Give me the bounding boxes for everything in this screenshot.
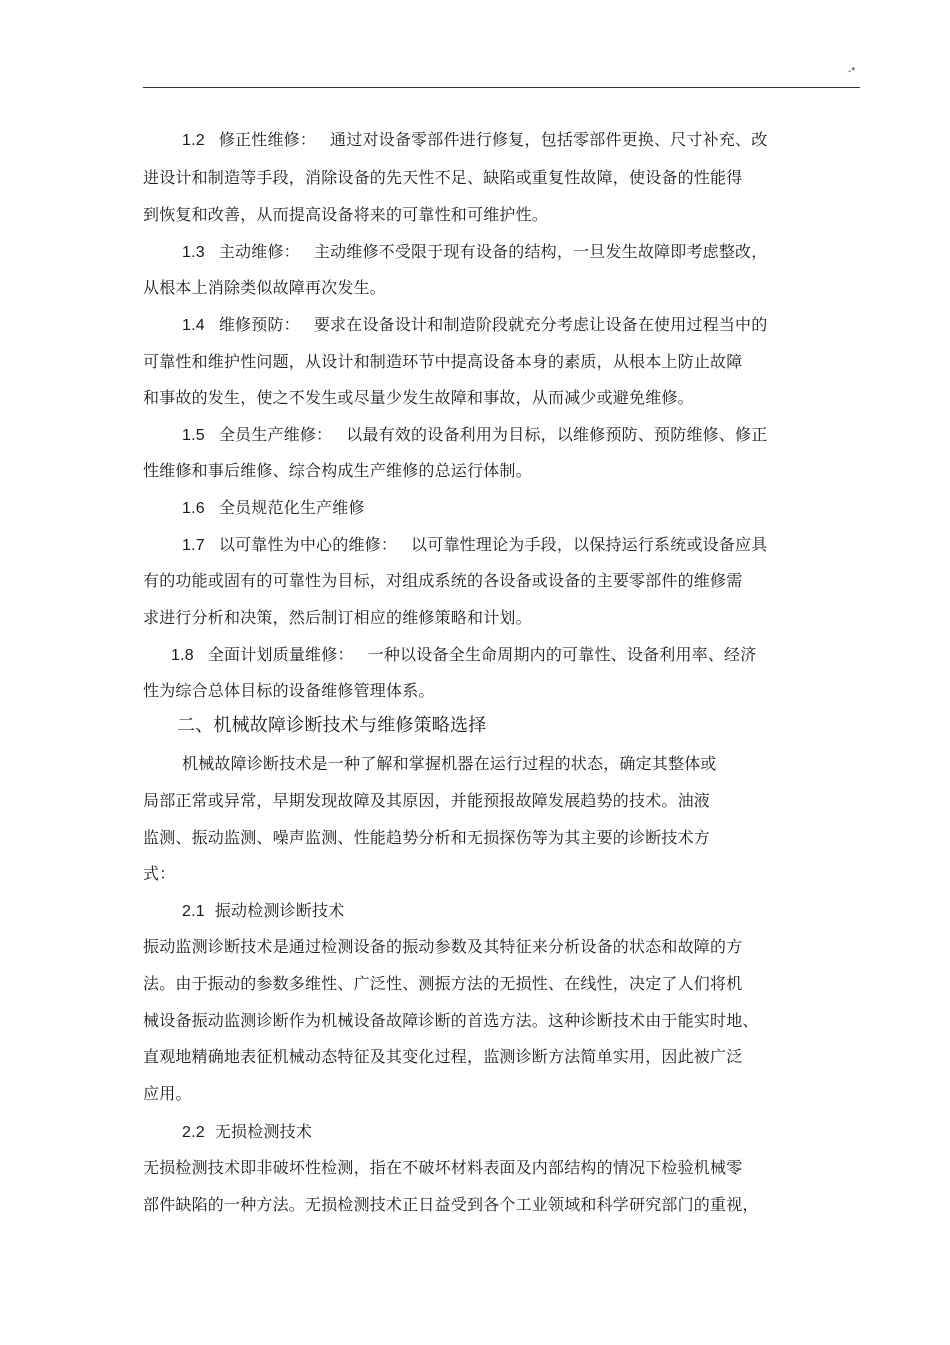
item-text-line: 有的功能或固有的可靠性为目标，对组成系统的各设备或设备的主要零部件的维修需 — [143, 571, 743, 590]
item-number: 1.2 — [182, 132, 205, 149]
item-text: 一种以设备全生命周期内的可靠性、设备利用率、经济 — [367, 645, 757, 664]
item-text-line: 可靠性和维护性问题，从设计和制造环节中提高设备本身的素质，从根本上防止故障 — [143, 352, 743, 371]
header-rule — [143, 87, 860, 88]
item-title: 全员生产维修： — [218, 425, 333, 444]
item-title: 维修预防： — [218, 315, 300, 334]
subsection-2-1-heading — [182, 899, 344, 924]
section-heading: 二、机械故障诊断技术与维修策略选择 — [177, 715, 487, 736]
intro-line: 式： — [143, 864, 176, 883]
item-text-line: 求进行分析和决策，然后制订相应的维修策略和计划。 — [143, 608, 532, 627]
header-mark: -* — [848, 66, 856, 77]
subsection-number: 2.1 — [182, 903, 205, 920]
item-text: 主动维修不受限于现有设备的结构，一旦发生故障即考虑整改， — [313, 242, 768, 261]
subsection-2-2-heading — [182, 1120, 312, 1145]
paragraph-line: 无损检测技术即非破坏性检测，指在不破坏材料表面及内部结构的情况下检验机械零 — [143, 1158, 743, 1177]
item-number: 1.3 — [182, 244, 205, 261]
paragraph-line: 应用。 — [143, 1084, 192, 1103]
item-1-3-first-line — [182, 240, 767, 265]
item-title: 主动维修： — [218, 242, 300, 261]
item-title: 修正性维修： — [218, 130, 317, 149]
intro-line: 机械故障诊断技术是一种了解和掌握机器在运行过程的状态，确定其整体或 — [182, 754, 717, 773]
item-1-2-first-line — [182, 128, 767, 153]
item-text: 以最有效的设备利用为目标，以维修预防、预防维修、修正 — [346, 425, 768, 444]
intro-line: 局部正常或异常，早期发现故障及其原因，并能预报故障发展趋势的技术。油液 — [143, 791, 711, 810]
subsection-number: 2.2 — [182, 1124, 205, 1141]
item-1-8-first-line — [171, 643, 756, 668]
item-number: 1.4 — [182, 317, 205, 334]
item-title: 全员规范化生产维修 — [218, 498, 365, 517]
item-title: 全面计划质量维修： — [207, 645, 354, 664]
item-text-line: 到恢复和改善，从而提高设备将来的可靠性和可维护性。 — [143, 205, 549, 224]
item-text-line: 从根本上消除类似故障再次发生。 — [143, 278, 387, 297]
item-text-line: 性为综合总体目标的设备维修管理体系。 — [143, 681, 435, 700]
paragraph-line: 振动监测诊断技术是通过检测设备的振动参数及其特征来分析设备的状态和故障的方 — [143, 937, 743, 956]
item-number: 1.8 — [171, 647, 194, 664]
item-text-line: 和事故的发生，使之不发生或尽量少发生故障和事故，从而减少或避免维修。 — [143, 388, 694, 407]
item-text: 通过对设备零部件进行修复，包括零部件更换、尺寸补充、改 — [330, 130, 768, 149]
subsection-title: 振动检测诊断技术 — [214, 901, 345, 920]
subsection-title: 无损检测技术 — [214, 1122, 313, 1141]
paragraph-line: 械设备振动监测诊断作为机械设备故障诊断的首选方法。这种诊断技术由于能实时地、 — [143, 1011, 759, 1030]
item-text: 要求在设备设计和制造阶段就充分考虑让设备在使用过程当中的 — [313, 315, 768, 334]
item-text-line: 进设计和制造等手段，消除设备的先天性不足、缺陷或重复性故障，使设备的性能得 — [143, 168, 743, 187]
item-text-line: 性维修和事后维修、综合构成生产维修的总运行体制。 — [143, 461, 532, 480]
item-number: 1.5 — [182, 427, 205, 444]
item-text: 以可靠性理论为手段，以保持运行系统或设备应具 — [411, 535, 768, 554]
paragraph-line: 直观地精确地表征机械动态特征及其变化过程，监测诊断方法简单实用，因此被广泛 — [143, 1047, 743, 1066]
item-1-7-first-line — [182, 533, 767, 558]
item-1-6-line — [182, 496, 365, 521]
item-1-4-first-line — [182, 313, 767, 338]
paragraph-line: 法。由于振动的参数多维性、广泛性、测振方法的无损性、在线性，决定了人们将机 — [143, 974, 743, 993]
intro-line: 监测、振动监测、噪声监测、性能趋势分析和无损探伤等为其主要的诊断技术方 — [143, 828, 711, 847]
item-1-5-first-line — [182, 423, 767, 448]
item-number: 1.6 — [182, 500, 205, 517]
item-title: 以可靠性为中心的维修： — [218, 535, 398, 554]
item-number: 1.7 — [182, 537, 205, 554]
paragraph-line: 部件缺陷的一种方法。无损检测技术正日益受到各个工业领域和科学研究部门的重视， — [143, 1195, 759, 1214]
